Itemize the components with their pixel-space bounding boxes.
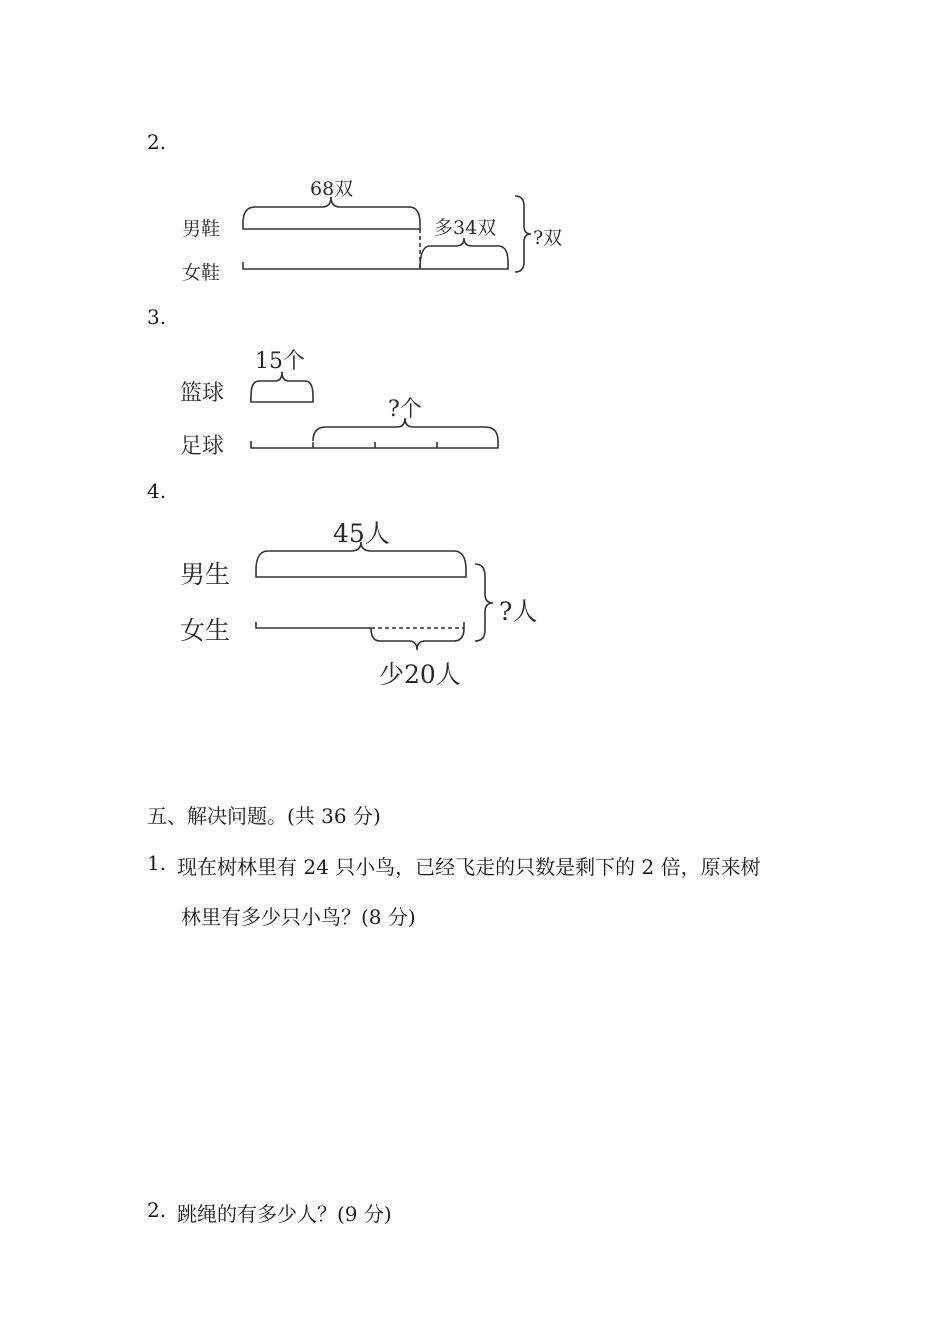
brace-less-20 — [371, 628, 464, 650]
brace-label-question: ?个 — [388, 397, 422, 422]
brace-label-more-34: 多34双 — [434, 217, 497, 239]
diagram-4-number: 4. — [147, 479, 167, 503]
brace-label-total-people: ?人 — [499, 597, 538, 626]
diagram-2-number: 2. — [147, 130, 167, 154]
problem-2-number: 2. — [147, 1198, 167, 1222]
problem-1-line-1: 现在树林里有 24 只小鸟，已经飞走的只数是剩下的 2 倍，原来树 — [177, 855, 761, 879]
row-label-womens-shoes: 女鞋 — [182, 262, 221, 284]
brace-label-68: 68双 — [310, 178, 354, 200]
brace-total-people — [475, 564, 493, 641]
problem-2-line-1: 跳绳的有多少人？(9 分) — [177, 1202, 392, 1226]
brace-label-total: ?双 — [533, 227, 563, 249]
bar-girls — [256, 622, 371, 628]
bar-boys — [256, 570, 466, 577]
brace-label-less-20: 少20人 — [379, 660, 461, 689]
row-label-football: 足球 — [180, 434, 225, 459]
problem-1-number: 1. — [147, 851, 167, 875]
brace-label-45: 45人 — [333, 519, 390, 548]
row-label-boys: 男生 — [180, 560, 231, 589]
section-5-heading: 五、解决问题。(共 36 分) — [147, 804, 381, 828]
row-label-girls: 女生 — [180, 616, 231, 645]
row-label-basketball: 篮球 — [180, 381, 225, 406]
diagram-3-number: 3. — [147, 305, 167, 329]
problem-1-line-2: 林里有多少只小鸟？(8 分) — [181, 905, 416, 929]
row-label-mens-shoes: 男鞋 — [182, 218, 221, 240]
brace-top-45 — [256, 542, 466, 570]
brace-label-15: 15个 — [255, 349, 305, 374]
